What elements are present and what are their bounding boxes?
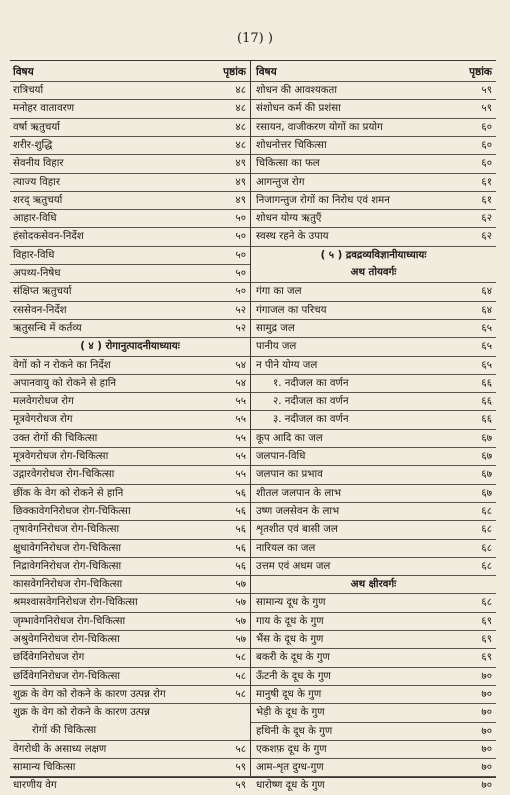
- entry-page: ५८: [235, 670, 246, 682]
- entry-page: ५७: [235, 597, 246, 609]
- entry-page: ६६: [481, 414, 492, 426]
- index-entry: [10, 630, 250, 649]
- index-entry: [10, 520, 250, 539]
- entry-title: शुक्र के वेग को रोकने के कारण उत्पन्न: [13, 707, 150, 719]
- entry-page: ४९: [235, 194, 246, 206]
- section-heading: अथ क्षीरवर्गः: [251, 575, 496, 594]
- entry-page: ५८: [235, 652, 246, 664]
- index-entry: [10, 227, 250, 246]
- index-entry: [251, 740, 496, 759]
- index-entry: [251, 173, 496, 192]
- entry-title: मलवेगरोधज रोग: [13, 396, 74, 408]
- entry-title: शरद् ऋतुचर्या: [13, 194, 63, 206]
- entry-title: रससेवन-निर्देश: [13, 304, 67, 316]
- entry-title: निद्रावेगनिरोधज रोग-चिकित्सा: [13, 560, 122, 572]
- entry-title: जृम्भावेगनिरोधज रोग-चिकित्सा: [13, 615, 126, 627]
- entry-title: आगन्तुज रोग: [256, 176, 305, 188]
- entry-page: ६९: [481, 652, 492, 664]
- index-entry: [251, 282, 496, 301]
- index-entry: [251, 465, 496, 484]
- index-entry: [251, 209, 496, 228]
- entry-page: ६८: [481, 597, 492, 609]
- entry-title: २. नदीजल का वर्णन: [273, 396, 349, 408]
- index-entry: [10, 429, 250, 448]
- index-entry: [251, 557, 496, 576]
- entry-page: ६७: [481, 451, 492, 462]
- index-entry: [251, 685, 496, 704]
- index-entry: [10, 191, 250, 210]
- entry-title: नारियल का जल: [256, 542, 316, 554]
- index-entry: [10, 575, 250, 594]
- index-entry: [251, 118, 496, 137]
- entry-title: शुक्र के वेग को रोकने के कारण उत्पन्न रोग: [13, 688, 166, 700]
- index-entry: [10, 484, 250, 503]
- index-entry: [10, 447, 250, 466]
- entry-title: सामुद्र जल: [256, 322, 295, 334]
- index-entry: [251, 136, 496, 155]
- entry-page: ४९: [235, 176, 246, 188]
- page-number: (17) ): [237, 31, 273, 46]
- index-entry: [251, 154, 496, 173]
- entry-page: ५७: [235, 634, 246, 645]
- entry-title: जलपान का प्रभाव: [256, 469, 323, 481]
- entry-page: ५०: [235, 231, 246, 243]
- entry-page: ६०: [481, 139, 492, 151]
- entry-title: ऊँटनी के दूध के गुण: [256, 670, 331, 682]
- entry-title: क्षुधावेगनिरोधज रोग-चिकित्सा: [13, 542, 121, 554]
- entry-page: ४९: [235, 158, 246, 170]
- section-heading: ( ४ ) रोगानुत्पादनीयाध्यायः: [10, 337, 250, 356]
- entry-page: ५४: [235, 377, 246, 389]
- entry-title: संक्षिप्त ऋतुचर्या: [13, 286, 72, 298]
- index-entry: [10, 722, 250, 740]
- entry-title: वेगों को न रोकने का निर्देश: [13, 359, 111, 371]
- entry-title: सामान्य दूध के गुण: [256, 597, 326, 609]
- entry-page: ५५: [235, 396, 246, 408]
- entry-page: ५८: [235, 688, 246, 700]
- entry-page: ५७: [235, 579, 246, 591]
- entry-title: शोधनोत्तर चिकित्सा: [256, 139, 327, 151]
- index-entry: [251, 191, 496, 210]
- index-entry: [251, 374, 496, 393]
- entry-title: अश्रुवेगनिरोधज रोग-चिकित्सा: [13, 634, 120, 645]
- section-heading: ( ५ ) द्रवद्रव्यविज्ञानीयाध्यायः: [251, 246, 496, 265]
- entry-page: ६५: [481, 359, 492, 371]
- index-entry: [251, 502, 496, 521]
- page-header: पृष्ठांक: [223, 66, 246, 78]
- entry-title: ऋतुसन्धि में कर्तव्य: [13, 322, 82, 334]
- index-entry: [10, 539, 250, 558]
- entry-title: गंगा का जल: [256, 286, 302, 298]
- entry-title: भैंस के दूध के गुण: [256, 634, 324, 645]
- index-entry: [251, 520, 496, 539]
- entry-title: शृतशीत एवं बासी जल: [256, 524, 338, 536]
- entry-page: ५५: [235, 414, 246, 426]
- left-column: [10, 61, 251, 792]
- index-entry: [10, 173, 250, 192]
- entry-title: रोगों की चिकित्सा: [32, 724, 97, 736]
- entry-page: ६७: [481, 432, 492, 444]
- index-entry: [10, 246, 250, 265]
- entry-title: चिकित्सा का फल: [256, 158, 320, 170]
- index-entry: [10, 136, 250, 155]
- entry-page: ५५: [235, 432, 246, 444]
- entry-title: गाय के दूध के गुण: [256, 615, 324, 627]
- column-header: [251, 64, 496, 80]
- entry-page: ६८: [481, 542, 492, 554]
- index-entry: [10, 356, 250, 375]
- entry-page: ५२: [235, 322, 246, 334]
- index-entry: [10, 301, 250, 320]
- index-entry: [10, 410, 250, 429]
- entry-title: मनोहर वातावरण: [13, 103, 75, 115]
- entry-page: ५७: [235, 615, 246, 627]
- entry-title: उक्त रोगों की चिकित्सा: [13, 432, 98, 444]
- index-entry: [251, 447, 496, 466]
- index-entry: [10, 154, 250, 173]
- entry-title: अपथ्य-निषेध: [13, 268, 61, 279]
- entry-page: ५६: [235, 505, 246, 517]
- page-header: पृष्ठांक: [469, 66, 492, 78]
- index-entry: [251, 758, 496, 777]
- contents-table: [10, 60, 496, 792]
- index-entry: [10, 612, 250, 631]
- index-entry: [251, 593, 496, 612]
- index-entry: [251, 410, 496, 429]
- entry-page: ५६: [235, 487, 246, 499]
- index-entry: [10, 118, 250, 137]
- entry-title: स्वस्थ रहने के उपाय: [256, 231, 329, 243]
- entry-title: कूप आदि का जल: [256, 432, 323, 444]
- entry-title: छिक्कावेगनिरोधज रोग-चिकित्सा: [13, 505, 131, 517]
- entry-page: ७०: [481, 780, 492, 792]
- entry-title: रसायन, वाजीकरण योगों का प्रयोग: [256, 121, 383, 133]
- subject-header: विषय: [256, 66, 277, 78]
- entry-page: ७०: [481, 725, 492, 737]
- entry-page: ६९: [481, 615, 492, 627]
- entry-page: ७०: [481, 762, 492, 774]
- entry-page: ७०: [481, 743, 492, 755]
- index-entry: [251, 301, 496, 320]
- index-entry: [251, 648, 496, 667]
- entry-title: शरीर-शुद्धि: [13, 139, 53, 151]
- entry-page: ५६: [235, 542, 246, 554]
- index-entry: [10, 685, 250, 704]
- index-entry: [10, 758, 250, 777]
- entry-title: शोधन की आवश्यकता: [256, 85, 338, 96]
- entry-page: ६५: [481, 341, 492, 353]
- index-entry: [251, 630, 496, 649]
- entry-page: ५०: [235, 268, 246, 279]
- entry-title: पानीय जल: [256, 341, 297, 353]
- entry-page: ५८: [235, 743, 246, 755]
- entry-title: वर्षा ऋतुचर्या: [13, 121, 60, 133]
- entry-page: ६१: [481, 176, 492, 188]
- entry-title: श्रमश्वासवेगनिरोधज रोग-चिकित्सा: [13, 597, 138, 609]
- entry-title: १. नदीजल का वर्णन: [273, 377, 349, 389]
- entry-title: हंसोदकसेवन-निर्देश: [13, 231, 84, 243]
- entry-page: ५४: [235, 359, 246, 371]
- entry-page: ५०: [235, 286, 246, 298]
- index-entry: [251, 667, 496, 686]
- index-entry: [10, 648, 250, 667]
- entry-page: ७०: [481, 688, 492, 700]
- column-header: [10, 64, 250, 80]
- entry-title: विहार-विधि: [13, 249, 55, 261]
- entry-title: सामान्य चिकित्सा: [13, 762, 76, 774]
- entry-title: धारणीय वेग: [13, 780, 57, 792]
- entry-page: ५०: [235, 249, 246, 261]
- index-entry: [10, 465, 250, 484]
- index-entry: [10, 392, 250, 411]
- entry-title: अपानवायु को रोकने से हानि: [13, 377, 116, 389]
- entry-title: सेवनीय विहार: [13, 158, 64, 170]
- index-entry: [10, 319, 250, 338]
- index-entry: [10, 740, 250, 759]
- index-entry: [251, 356, 496, 375]
- entry-page: ६८: [481, 505, 492, 517]
- index-entry: [10, 557, 250, 576]
- entry-page: ६६: [481, 396, 492, 408]
- entry-title: आम-शृत दुग्ध-गुण: [256, 762, 324, 774]
- entry-page: ६८: [481, 560, 492, 572]
- index-entry: [10, 81, 250, 100]
- index-entry: [10, 502, 250, 521]
- subject-header: विषय: [13, 66, 34, 78]
- entry-title: न पीने योग्य जल: [256, 359, 318, 371]
- entry-page: ६०: [481, 158, 492, 170]
- entry-title: निजागन्तुज रोगों का निरोध एवं शमन: [256, 194, 390, 206]
- entry-page: ६४: [481, 304, 492, 316]
- entry-title: आहार-विधि: [13, 213, 57, 225]
- index-entry: [251, 99, 496, 118]
- entry-page: ५०: [235, 213, 246, 225]
- index-entry: [251, 337, 496, 356]
- entry-page: ६४: [481, 286, 492, 298]
- right-column: [251, 61, 496, 792]
- index-entry: [251, 612, 496, 631]
- entry-page: ४८: [235, 103, 246, 115]
- entry-page: ६७: [481, 469, 492, 481]
- entry-page: ५५: [235, 451, 246, 462]
- entry-page: ५५: [235, 469, 246, 481]
- entry-page: ६२: [481, 213, 492, 225]
- entry-page: ५९: [235, 780, 246, 792]
- entry-page: ५९: [481, 85, 492, 96]
- entry-page: ६५: [481, 322, 492, 334]
- index-entry: [10, 282, 250, 301]
- index-entry: [10, 593, 250, 612]
- entry-title: तृषावेगनिरोधज रोग-चिकित्सा: [13, 524, 120, 536]
- entry-title: छींक के वेग को रोकने से हानि: [13, 487, 124, 499]
- entry-page: ६९: [481, 634, 492, 645]
- entry-title: शीतल जलपान के लाभ: [256, 487, 342, 499]
- entry-page: ४८: [235, 85, 246, 96]
- entry-page: ५९: [481, 103, 492, 115]
- entry-title: जलपान-विधि: [256, 451, 306, 462]
- section-heading: अथ तोयवर्गः: [350, 267, 397, 278]
- entry-title: कासवेगनिरोधज रोग-चिकित्सा: [13, 579, 123, 591]
- entry-title: गंगाजल का परिचय: [256, 304, 327, 316]
- entry-title: मूत्रवेगरोधज रोग-चिकित्सा: [13, 451, 109, 462]
- index-entry: [10, 374, 250, 393]
- entry-title: हथिनी के दूध के गुण: [256, 725, 333, 737]
- entry-title: उत्तम एवं अधम जल: [256, 560, 331, 572]
- index-entry: [251, 227, 496, 246]
- index-entry: [251, 429, 496, 448]
- entry-title: छर्दिवेगनिरोधज रोग-चिकित्सा: [13, 670, 120, 682]
- index-entry: [10, 703, 250, 722]
- entry-title: वेगरोधी के असाध्य लक्षण: [13, 743, 107, 755]
- entry-title: रात्रिचर्या: [13, 85, 44, 96]
- entry-page: ६०: [481, 121, 492, 133]
- entry-title: छर्दिवेगनिरोधज रोग: [13, 652, 85, 664]
- entry-page: ७०: [481, 670, 492, 682]
- index-entry: [10, 264, 250, 283]
- entry-title: त्याज्य विहार: [13, 176, 60, 188]
- index-entry: [251, 392, 496, 411]
- entry-title: मानुषी दूध के गुण: [256, 688, 322, 700]
- index-entry: [251, 484, 496, 503]
- index-entry: [251, 703, 496, 722]
- index-entry: [251, 539, 496, 558]
- entry-title: एकशफ़ दूध के गुण: [256, 743, 327, 755]
- entry-title: ३. नदीजल का वर्णन: [273, 414, 349, 426]
- entry-title: बकरी के दूध के गुण: [256, 652, 330, 664]
- entry-page: ६६: [481, 377, 492, 389]
- entry-page: ६७: [481, 487, 492, 499]
- entry-page: ५६: [235, 560, 246, 572]
- entry-page: ६२: [481, 231, 492, 243]
- index-entry: [10, 99, 250, 118]
- index-entry: [251, 722, 496, 741]
- entry-page: ४८: [235, 139, 246, 151]
- index-entry: [10, 209, 250, 228]
- index-entry: [251, 319, 496, 338]
- entry-title: धारोष्ण दूध के गुण: [256, 780, 325, 792]
- entry-page: ५६: [235, 524, 246, 536]
- entry-title: मूत्रवेगरोधज रोग: [13, 414, 73, 426]
- entry-title: भेड़ी के दूध के गुण: [256, 707, 325, 719]
- entry-page: ७०: [481, 707, 492, 719]
- entry-page: ४८: [235, 121, 246, 133]
- entry-title: संशोधन कर्म की प्रशंसा: [256, 103, 341, 115]
- entry-title: उद्गारवेगरोधज रोग-चिकित्सा: [13, 469, 115, 481]
- entry-page: ६१: [481, 194, 492, 206]
- index-entry: [251, 776, 496, 795]
- index-entry: [10, 667, 250, 686]
- index-entry: [10, 776, 250, 795]
- entry-title: शोधन योग्य ऋतुएँ: [256, 213, 322, 225]
- entry-page: ५९: [235, 762, 246, 774]
- entry-title: उष्ण जलसेवन के लाभ: [256, 505, 340, 517]
- entry-page: ६८: [481, 524, 492, 536]
- entry-page: ५२: [235, 304, 246, 316]
- index-entry: [251, 81, 496, 100]
